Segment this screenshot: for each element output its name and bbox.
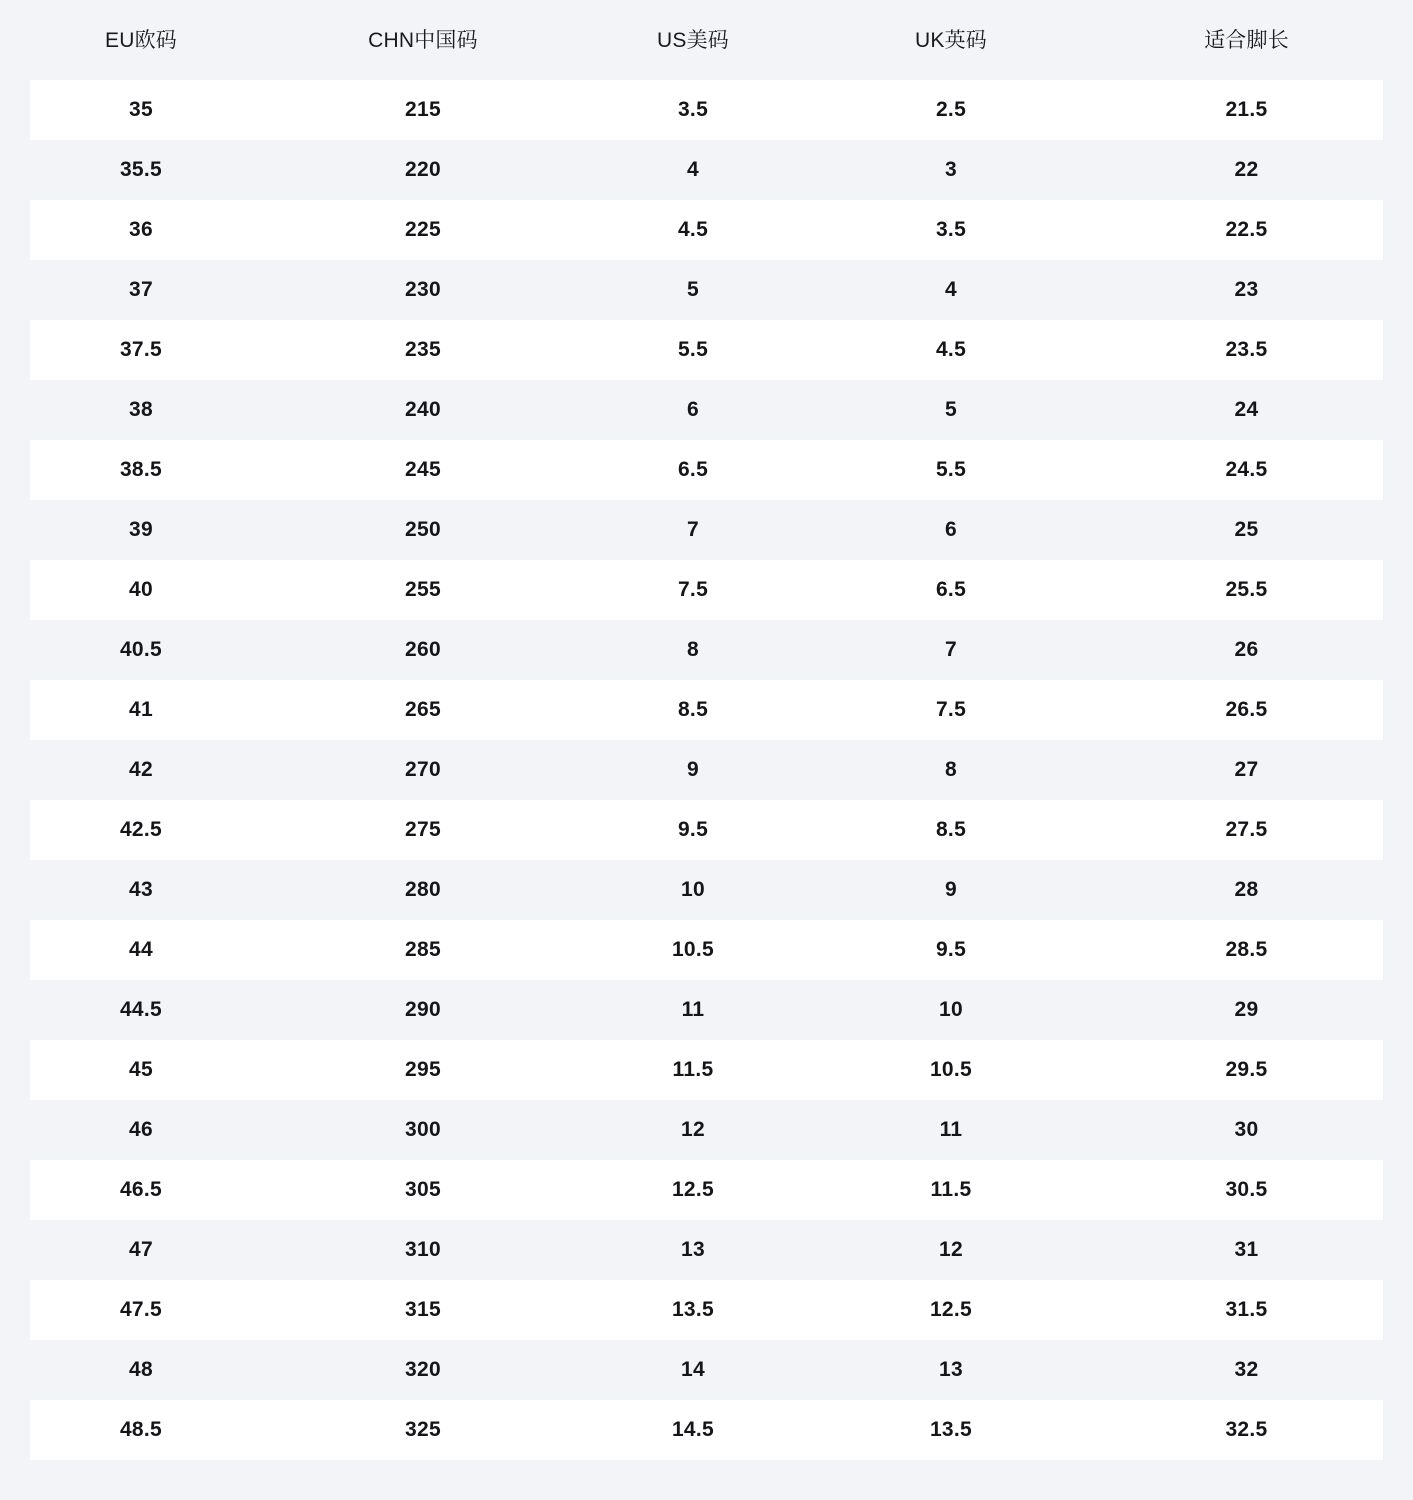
cell-chn: 250	[282, 500, 564, 560]
cell-eu: 44	[0, 920, 282, 980]
table-row	[0, 1280, 1413, 1340]
cell-foot-length: 23	[1080, 260, 1413, 320]
cell-chn: 295	[282, 1040, 564, 1100]
cell-chn: 275	[282, 800, 564, 860]
table-row	[0, 680, 1413, 740]
cell-uk: 13	[822, 1340, 1080, 1400]
cell-us: 4.5	[564, 200, 822, 260]
cell-eu: 37	[0, 260, 282, 320]
cell-uk: 7	[822, 620, 1080, 680]
table-row	[0, 800, 1413, 860]
cell-us: 11	[564, 980, 822, 1040]
cell-foot-length: 32.5	[1080, 1400, 1413, 1460]
cell-uk: 6.5	[822, 560, 1080, 620]
cell-foot-length: 27.5	[1080, 800, 1413, 860]
cell-foot-length: 30	[1080, 1100, 1413, 1160]
cell-eu: 39	[0, 500, 282, 560]
bottom-spacer	[0, 1460, 1413, 1498]
cell-eu: 38.5	[0, 440, 282, 500]
cell-uk: 4	[822, 260, 1080, 320]
table-row	[0, 80, 1413, 140]
table-row	[0, 920, 1413, 980]
cell-eu: 38	[0, 380, 282, 440]
cell-eu: 47.5	[0, 1280, 282, 1340]
cell-us: 7.5	[564, 560, 822, 620]
cell-eu: 41	[0, 680, 282, 740]
cell-eu: 40.5	[0, 620, 282, 680]
cell-uk: 5.5	[822, 440, 1080, 500]
cell-chn: 215	[282, 80, 564, 140]
cell-us: 12.5	[564, 1160, 822, 1220]
cell-foot-length: 27	[1080, 740, 1413, 800]
cell-uk: 3.5	[822, 200, 1080, 260]
column-header-chn: CHN中国码	[282, 0, 564, 80]
cell-chn: 325	[282, 1400, 564, 1460]
cell-chn: 220	[282, 140, 564, 200]
cell-eu: 40	[0, 560, 282, 620]
cell-chn: 285	[282, 920, 564, 980]
cell-foot-length: 26	[1080, 620, 1413, 680]
cell-eu: 43	[0, 860, 282, 920]
cell-eu: 47	[0, 1220, 282, 1280]
cell-chn: 300	[282, 1100, 564, 1160]
cell-chn: 245	[282, 440, 564, 500]
cell-eu: 46	[0, 1100, 282, 1160]
cell-eu: 35.5	[0, 140, 282, 200]
cell-eu: 45	[0, 1040, 282, 1100]
table-body	[0, 80, 1413, 1460]
cell-foot-length: 24.5	[1080, 440, 1413, 500]
cell-chn: 260	[282, 620, 564, 680]
cell-uk: 6	[822, 500, 1080, 560]
cell-chn: 230	[282, 260, 564, 320]
column-header-uk: UK英码	[822, 0, 1080, 80]
cell-uk: 12	[822, 1220, 1080, 1280]
cell-chn: 315	[282, 1280, 564, 1340]
cell-foot-length: 32	[1080, 1340, 1413, 1400]
cell-uk: 10	[822, 980, 1080, 1040]
cell-us: 7	[564, 500, 822, 560]
cell-foot-length: 28.5	[1080, 920, 1413, 980]
cell-uk: 2.5	[822, 80, 1080, 140]
cell-eu: 44.5	[0, 980, 282, 1040]
cell-foot-length: 29.5	[1080, 1040, 1413, 1100]
cell-us: 4	[564, 140, 822, 200]
table-row	[0, 1400, 1413, 1460]
cell-uk: 8	[822, 740, 1080, 800]
cell-foot-length: 28	[1080, 860, 1413, 920]
cell-uk: 10.5	[822, 1040, 1080, 1100]
cell-chn: 290	[282, 980, 564, 1040]
cell-us: 13	[564, 1220, 822, 1280]
table-row	[0, 320, 1413, 380]
cell-foot-length: 31	[1080, 1220, 1413, 1280]
column-header-us: US美码	[564, 0, 822, 80]
table-row	[0, 440, 1413, 500]
column-header-foot-length: 适合脚长	[1080, 0, 1413, 80]
cell-eu: 46.5	[0, 1160, 282, 1220]
table-row	[0, 560, 1413, 620]
cell-foot-length: 31.5	[1080, 1280, 1413, 1340]
cell-chn: 235	[282, 320, 564, 380]
cell-chn: 255	[282, 560, 564, 620]
cell-uk: 11	[822, 1100, 1080, 1160]
cell-us: 5.5	[564, 320, 822, 380]
cell-us: 13.5	[564, 1280, 822, 1340]
table-row	[0, 1040, 1413, 1100]
cell-us: 12	[564, 1100, 822, 1160]
cell-chn: 320	[282, 1340, 564, 1400]
table-header-row	[0, 0, 1413, 80]
table-row	[0, 980, 1413, 1040]
cell-uk: 5	[822, 380, 1080, 440]
cell-uk: 12.5	[822, 1280, 1080, 1340]
cell-foot-length: 22	[1080, 140, 1413, 200]
table-row	[0, 200, 1413, 260]
cell-chn: 310	[282, 1220, 564, 1280]
cell-us: 8.5	[564, 680, 822, 740]
cell-foot-length: 25.5	[1080, 560, 1413, 620]
cell-us: 3.5	[564, 80, 822, 140]
cell-eu: 37.5	[0, 320, 282, 380]
cell-foot-length: 23.5	[1080, 320, 1413, 380]
table-row	[0, 380, 1413, 440]
cell-chn: 305	[282, 1160, 564, 1220]
cell-foot-length: 26.5	[1080, 680, 1413, 740]
table-header	[0, 0, 1413, 80]
table-row	[0, 740, 1413, 800]
cell-foot-length: 25	[1080, 500, 1413, 560]
cell-uk: 9.5	[822, 920, 1080, 980]
cell-uk: 13.5	[822, 1400, 1080, 1460]
cell-foot-length: 29	[1080, 980, 1413, 1040]
cell-uk: 4.5	[822, 320, 1080, 380]
cell-uk: 11.5	[822, 1160, 1080, 1220]
cell-eu: 42	[0, 740, 282, 800]
cell-us: 9	[564, 740, 822, 800]
cell-us: 6.5	[564, 440, 822, 500]
cell-uk: 9	[822, 860, 1080, 920]
table-row	[0, 860, 1413, 920]
cell-us: 11.5	[564, 1040, 822, 1100]
cell-us: 9.5	[564, 800, 822, 860]
table-row	[0, 1220, 1413, 1280]
cell-us: 10.5	[564, 920, 822, 980]
cell-us: 10	[564, 860, 822, 920]
cell-us: 5	[564, 260, 822, 320]
table-row	[0, 620, 1413, 680]
cell-us: 6	[564, 380, 822, 440]
cell-foot-length: 24	[1080, 380, 1413, 440]
cell-us: 14	[564, 1340, 822, 1400]
cell-chn: 265	[282, 680, 564, 740]
cell-uk: 3	[822, 140, 1080, 200]
cell-eu: 48.5	[0, 1400, 282, 1460]
cell-eu: 35	[0, 80, 282, 140]
cell-eu: 48	[0, 1340, 282, 1400]
table-row	[0, 260, 1413, 320]
cell-chn: 225	[282, 200, 564, 260]
cell-us: 14.5	[564, 1400, 822, 1460]
cell-eu: 36	[0, 200, 282, 260]
table-row	[0, 1100, 1413, 1160]
cell-eu: 42.5	[0, 800, 282, 860]
cell-uk: 7.5	[822, 680, 1080, 740]
table-row	[0, 500, 1413, 560]
cell-chn: 270	[282, 740, 564, 800]
cell-foot-length: 21.5	[1080, 80, 1413, 140]
column-header-eu: EU欧码	[0, 0, 282, 80]
cell-us: 8	[564, 620, 822, 680]
table-row	[0, 1340, 1413, 1400]
cell-chn: 280	[282, 860, 564, 920]
cell-chn: 240	[282, 380, 564, 440]
cell-foot-length: 22.5	[1080, 200, 1413, 260]
cell-foot-length: 30.5	[1080, 1160, 1413, 1220]
table-row	[0, 140, 1413, 200]
table-row	[0, 1160, 1413, 1220]
cell-uk: 8.5	[822, 800, 1080, 860]
